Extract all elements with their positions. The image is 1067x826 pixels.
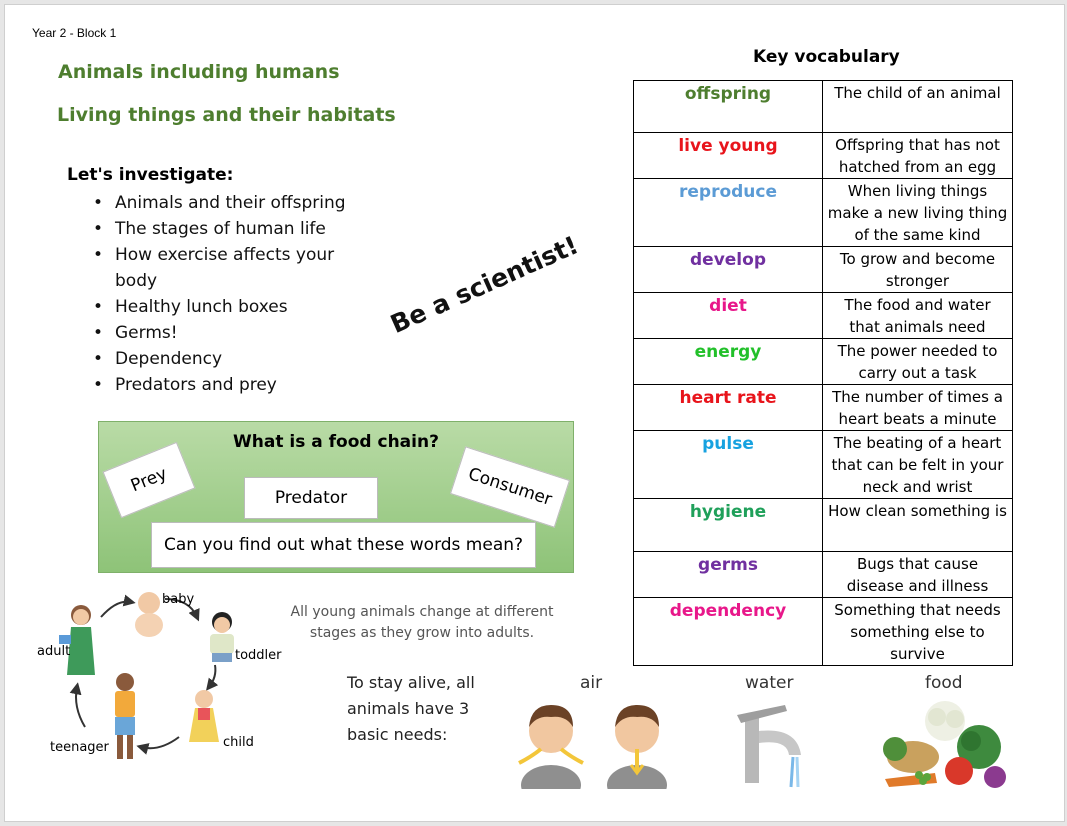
vocab-definition: To grow and become stronger xyxy=(823,247,1013,293)
vocab-term: develop xyxy=(634,247,823,293)
adult-figure xyxy=(59,605,95,675)
table-row xyxy=(634,247,1013,293)
cycle-arrow xyxy=(101,602,131,617)
cycle-arrow xyxy=(76,687,85,727)
list-item: • Healthy lunch boxes xyxy=(93,294,393,320)
label-teenager: teenager xyxy=(50,740,109,755)
table-row xyxy=(634,552,1013,598)
investigate-heading: Let's investigate: xyxy=(67,165,234,185)
food-chain-question: Can you find out what these words mean? xyxy=(151,522,536,568)
vocab-definition: The number of times a heart beats a minute xyxy=(823,385,1013,431)
cycle-arrow xyxy=(141,737,179,748)
header-label: Year 2 - Block 1 xyxy=(32,26,117,40)
vocab-term: diet xyxy=(634,293,823,339)
table-row xyxy=(634,339,1013,385)
vocab-definition: Something that needs something else to survive xyxy=(823,598,1013,666)
label-child: child xyxy=(223,735,254,750)
label-adult: adult xyxy=(37,644,71,659)
water-tap-illustration xyxy=(727,697,812,789)
food-chain-box xyxy=(98,421,574,573)
vocab-definition: The food and water that animals need xyxy=(823,293,1013,339)
basic-needs-text: To stay alive, all animals have 3 basic needs: xyxy=(347,673,475,744)
document-page xyxy=(4,4,1065,822)
table-row xyxy=(634,598,1013,666)
child-figure xyxy=(189,690,219,742)
air-illustration xyxy=(511,697,677,789)
water-label: water xyxy=(745,673,794,693)
vocabulary-heading: Key vocabulary xyxy=(753,47,900,67)
table-row xyxy=(634,81,1013,133)
vocab-definition: When living things make a new living thing of the same kind xyxy=(823,179,1013,247)
list-item: • The stages of human life xyxy=(93,216,393,242)
topic-title-2: Living things and their habitats xyxy=(57,104,396,126)
breathing-boy-figure xyxy=(519,705,583,789)
list-item: • Animals and their offspring xyxy=(93,190,393,216)
vocab-definition: The child of an animal xyxy=(823,81,1013,133)
toddler-figure xyxy=(210,612,234,662)
vocab-definition: Bugs that cause disease and illness xyxy=(823,552,1013,598)
table-row xyxy=(634,499,1013,552)
vocab-definition: The beating of a heart that can be felt in your neck and wrist xyxy=(823,431,1013,499)
topic-title-1: Animals including humans xyxy=(58,61,340,83)
air-label: air xyxy=(580,673,603,693)
food-chain-title: What is a food chain? xyxy=(233,432,439,452)
list-item: • Dependency xyxy=(93,346,393,372)
table-row xyxy=(634,385,1013,431)
consumer-card: Consumer xyxy=(450,446,570,528)
prey-card: Prey xyxy=(103,442,196,518)
vocab-term: offspring xyxy=(634,81,823,133)
food-label: food xyxy=(925,673,963,693)
table-row xyxy=(634,293,1013,339)
breathing-boy-figure xyxy=(607,705,667,789)
vocab-term: pulse xyxy=(634,431,823,499)
vocab-term: germs xyxy=(634,552,823,598)
life-cycle-illustration xyxy=(29,577,289,772)
vocab-definition: The power needed to carry out a task xyxy=(823,339,1013,385)
predator-card: Predator xyxy=(244,477,378,519)
investigate-list xyxy=(93,190,393,398)
be-a-scientist-text: Be a scientist! xyxy=(386,230,583,339)
teenager-figure xyxy=(115,673,135,759)
cycle-arrow xyxy=(209,665,215,687)
table-row xyxy=(634,133,1013,179)
list-item: • Germs! xyxy=(93,320,393,346)
vocab-definition: How clean something is xyxy=(823,499,1013,552)
vocabulary-table xyxy=(633,80,1013,666)
vocab-term: hygiene xyxy=(634,499,823,552)
list-item: • Predators and prey xyxy=(93,372,393,398)
vocab-term: heart rate xyxy=(634,385,823,431)
label-toddler: toddler xyxy=(235,648,282,663)
vocab-term: energy xyxy=(634,339,823,385)
food-illustration xyxy=(875,697,1010,789)
vocab-term: reproduce xyxy=(634,179,823,247)
vocab-term: dependency xyxy=(634,598,823,666)
vocab-term: live young xyxy=(634,133,823,179)
vocab-definition: Offspring that has not hatched from an egg xyxy=(823,133,1013,179)
table-row xyxy=(634,179,1013,247)
life-cycle-caption: All young animals change at different stages as they grow into adults. xyxy=(290,604,554,641)
label-baby: baby xyxy=(162,592,195,607)
list-item: • How exercise affects your body xyxy=(93,242,355,294)
baby-figure xyxy=(135,592,163,637)
table-row xyxy=(634,431,1013,499)
